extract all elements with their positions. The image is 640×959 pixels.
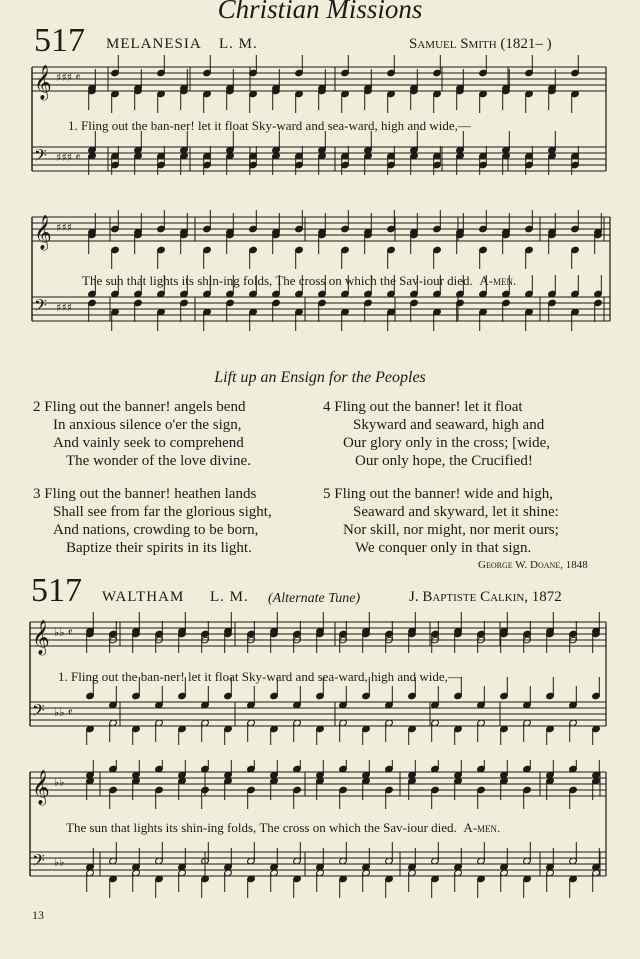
meter: L. M. bbox=[210, 589, 249, 605]
author: George W. Doane, 1848 bbox=[478, 559, 588, 571]
svg-text:♯♯♯: ♯♯♯ bbox=[56, 301, 72, 314]
svg-text:♭♭ 𝄴: ♭♭ 𝄴 bbox=[54, 626, 73, 639]
alternate-tune-label: (Alternate Tune) bbox=[268, 591, 361, 606]
lyric-line: 1. Fling out the ban-ner! let it float Sky-ward and sea-ward, high and wide,— bbox=[68, 118, 471, 133]
svg-text:♯♯♯: ♯♯♯ bbox=[56, 221, 72, 234]
svg-text:𝄢: 𝄢 bbox=[34, 295, 47, 319]
svg-text:♭♭: ♭♭ bbox=[54, 856, 65, 869]
svg-text:𝄞: 𝄞 bbox=[34, 65, 52, 100]
lyric-line: The sun that lights its shin-ing folds, The cross on which the Sav-iour died. A-men. bbox=[82, 273, 517, 288]
svg-text:♯♯♯ 𝄴: ♯♯♯ 𝄴 bbox=[56, 151, 81, 164]
svg-text:♯♯♯ 𝄴: ♯♯♯ 𝄴 bbox=[56, 71, 81, 84]
stanza: 3 Fling out the banner! heathen lands Shall see from far the glorious sight, And nations, crowding to be born, Baptize their spirits in its light. bbox=[33, 486, 272, 556]
stanza: 5 Fling out the banner! wide and high, Seaward and skyward, let it shine: Nor skill, nor might, nor merit ours; We conquer only in that sign. bbox=[323, 486, 559, 556]
svg-text:♭♭: ♭♭ bbox=[54, 776, 65, 789]
stanza: 4 Fling out the banner! let it float Skyward and seaward, high and Our glory only in the cross; [wide, Our only hope, the Crucified! bbox=[323, 399, 551, 469]
tune-name: MELANESIA bbox=[106, 36, 202, 52]
composer: J. Baptiste Calkin, 1872 bbox=[409, 589, 562, 605]
stanza: 2 Fling out the banner! angels bend In anxious silence o'er the sign, And vainly seek to comprehend The wonder of the love divine. bbox=[33, 399, 251, 469]
page-number: 13 bbox=[32, 908, 44, 922]
svg-text:𝄢: 𝄢 bbox=[34, 145, 47, 169]
svg-text:𝄞: 𝄞 bbox=[34, 215, 52, 250]
svg-text:𝄢: 𝄢 bbox=[32, 700, 45, 724]
tune-name: WALTHAM bbox=[102, 589, 185, 605]
meter: L. M. bbox=[219, 36, 258, 52]
svg-text:♭♭ 𝄴: ♭♭ 𝄴 bbox=[54, 706, 73, 719]
page-title: Christian Missions bbox=[217, 0, 423, 24]
hymn-subtitle: Lift up an Ensign for the Peoples bbox=[214, 369, 426, 386]
lyric-line: 1. Fling out the ban-ner! let it float Sky-ward and sea-ward, high and wide,— bbox=[58, 669, 461, 684]
svg-text:𝄢: 𝄢 bbox=[32, 850, 45, 874]
svg-text:𝄞: 𝄞 bbox=[32, 620, 50, 655]
hymn-number: 517 bbox=[31, 572, 82, 609]
svg-text:𝄞: 𝄞 bbox=[32, 770, 50, 805]
composer: Samuel Smith (1821– ) bbox=[409, 36, 552, 52]
lyric-line: The sun that lights its shin-ing folds, The cross on which the Sav-iour died. A-men. bbox=[66, 820, 501, 835]
hymn-number: 517 bbox=[34, 22, 85, 59]
